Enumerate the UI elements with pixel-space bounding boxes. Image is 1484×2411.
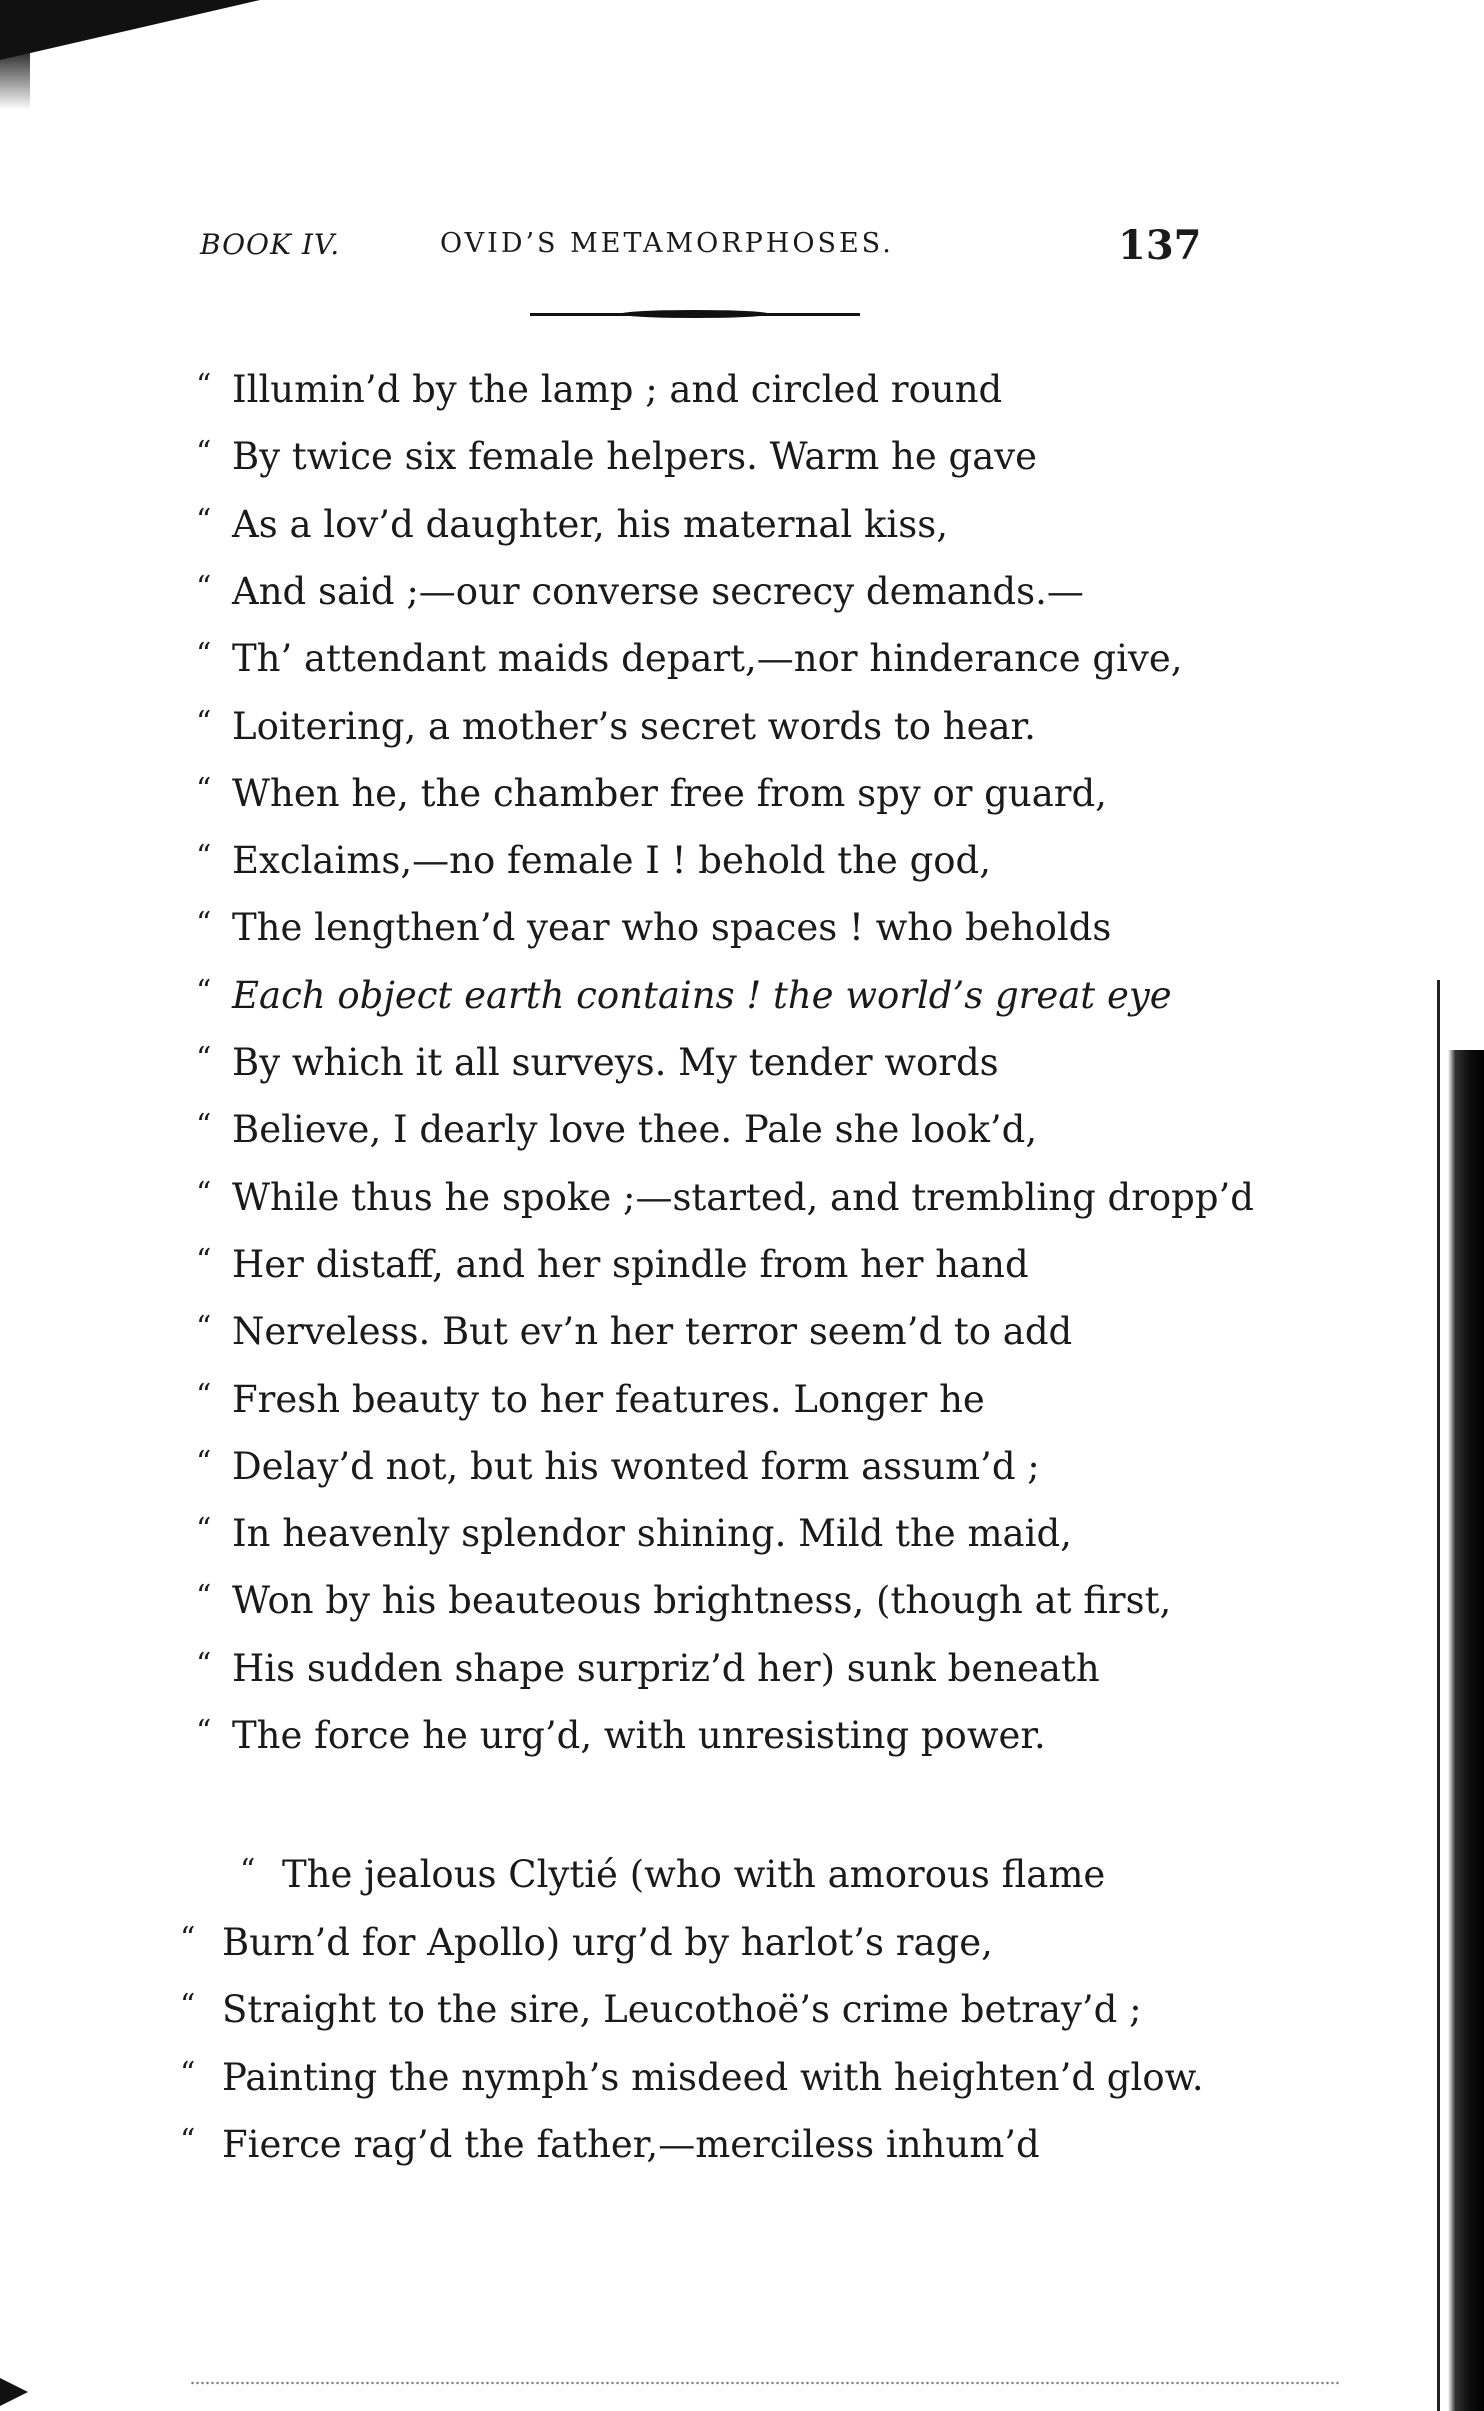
verse-line-text: Delay’d not, but his wonted form assum’d ; [232, 1444, 1040, 1488]
verse-line-text: Burn’d for Apollo) urg’d by harlot’s rage, [222, 1920, 993, 1964]
quote-mark: “ [196, 1646, 212, 1682]
quote-mark: “ [180, 1988, 196, 2023]
verse-line-text: His sudden shape surpriz’d her) sunk beneath [232, 1646, 1100, 1690]
verse-line-text: Painting the nymph’s misdeed with heighten’d glow. [222, 2055, 1204, 2099]
quote-mark: “ [196, 1512, 212, 1548]
verse-line-text: The lengthen’d year who spaces ! who beholds [232, 906, 1112, 950]
verse-line-text: Nerveless. But ev’n her terror seem’d to add [232, 1310, 1073, 1354]
quote-mark: “ [196, 435, 212, 471]
verse-line-text: As a lov’d daughter, his maternal kiss, [232, 502, 948, 546]
quote-mark: “ [180, 2055, 196, 2091]
quote-mark: “ [196, 771, 212, 807]
verse-line-text: The force he urg’d, with unresisting power. [232, 1714, 1046, 1757]
verse-line-text: And said ;—our converse secrecy demands.— [232, 569, 1084, 613]
verse-line-text: Each object earth contains ! the world’s great eye [232, 973, 1172, 1017]
page-bottom-noise [190, 2380, 1340, 2386]
quote-mark: “ [196, 637, 212, 673]
quote-mark: “ [196, 1444, 212, 1480]
quote-mark: “ [196, 569, 212, 605]
running-head [0, 222, 1484, 278]
quote-mark: “ [196, 1175, 212, 1211]
verse-line-text: Exclaims,—no female I ! behold the god, [232, 839, 991, 883]
scan-edge-bottom-left [0, 2378, 28, 2406]
verse-line-text: Loitering, a mother’s secret words to hear. [232, 704, 1036, 748]
scan-edge-left-shadow [0, 0, 30, 110]
quote-mark: “ [196, 502, 212, 538]
quote-mark: “ [196, 906, 212, 942]
verse-line-text: While thus he spoke ;—started, and trembling dropp’d [232, 1175, 1254, 1219]
header-rule-swell [620, 310, 770, 318]
scan-edge-right-line [1437, 980, 1440, 2411]
quote-mark: “ [196, 1242, 212, 1278]
quote-mark: “ [180, 1920, 196, 1956]
verse-line-text: The jealous Clytié (who with amorous flame [282, 1853, 1106, 1896]
verse-line-text: When he, the chamber free from spy or guard, [232, 771, 1107, 815]
quote-mark: “ [180, 2123, 196, 2158]
quote-mark: “ [196, 1579, 212, 1615]
verse-line-text: By which it all surveys. My tender words [232, 1041, 999, 1084]
verse-line-text: Straight to the sire, Leucothoë’s crime betray’d ; [222, 1988, 1142, 2031]
quote-mark: “ [196, 973, 212, 1009]
quote-mark: “ [196, 368, 212, 403]
quote-mark: “ [196, 704, 212, 740]
verse-line-text: Fresh beauty to her features. Longer he [232, 1377, 985, 1421]
scan-edge-top-left [0, 0, 260, 60]
verse-line-text: Believe, I dearly love thee. Pale she look’d, [232, 1108, 1038, 1152]
quote-mark: “ [196, 1377, 212, 1413]
verse-line-text: Won by his beauteous brightness, (though at first, [232, 1579, 1172, 1623]
quote-mark: “ [196, 1310, 212, 1346]
quote-mark: “ [196, 1041, 212, 1076]
verse-line-text: Her distaff, and her spindle from her hand [232, 1242, 1029, 1286]
quote-mark: “ [196, 839, 212, 875]
quote-mark: “ [240, 1853, 256, 1888]
verse-line-text: By twice six female helpers. Warm he gave [232, 435, 1038, 479]
verse-line-text: In heavenly splendor shining. Mild the maid, [232, 1512, 1072, 1556]
page-title: OVID’S METAMORPHOSES. [440, 228, 894, 259]
page-number: 137 [1118, 222, 1202, 269]
verse-line-text: Illumin’d by the lamp ; and circled round [232, 368, 1003, 411]
quote-mark: “ [196, 1714, 212, 1749]
book-label: BOOK IV. [200, 228, 341, 261]
verse-line-text: Th’ attendant maids depart,—nor hinderance give, [232, 637, 1183, 681]
quote-mark: “ [196, 1108, 212, 1144]
scan-edge-right [1448, 1050, 1484, 2411]
verse-line-text: Fierce rag’d the father,—merciless inhum’d [222, 2123, 1040, 2166]
